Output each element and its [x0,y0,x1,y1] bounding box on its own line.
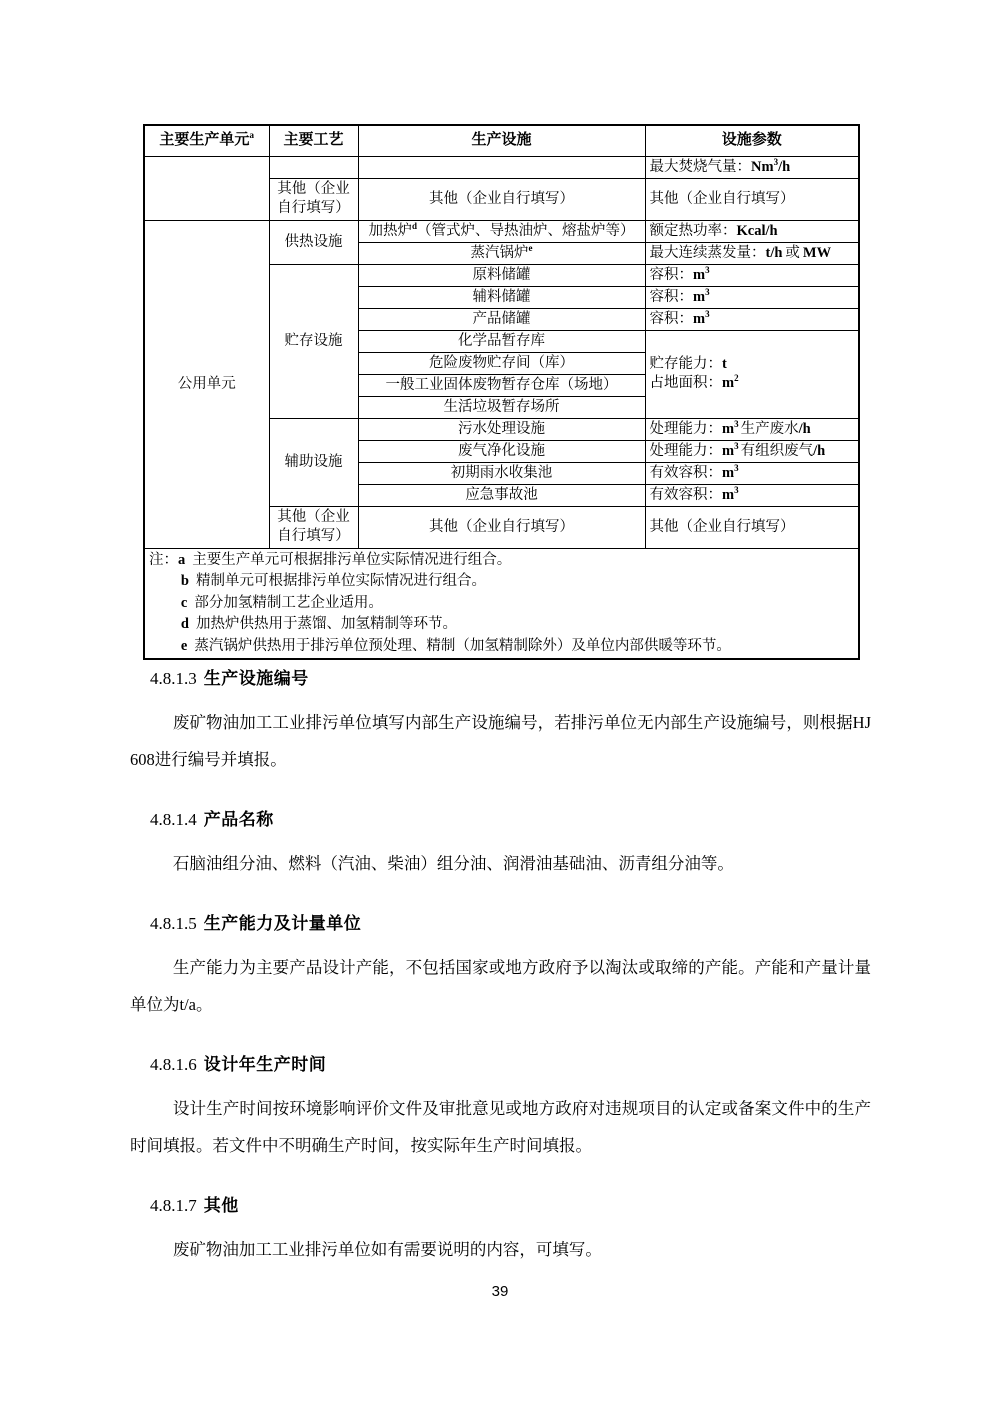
cell-param-burn-gas [645,156,859,178]
param-unit: m [693,288,706,305]
cell-unit-empty [144,156,269,220]
param-unit: m [693,266,706,283]
note-text: 蒸汽锅炉供热用于排污单位预处理、精制（加氢精制除外）及单位内部供暖等环节。 [194,637,731,654]
header-unit-sup: a [249,131,255,142]
facility-sup: d [412,220,417,231]
cell-facility-chem-store: 化学品暂存库 [358,330,645,352]
section-heading-4817 [150,1191,871,1216]
cell-facility-sewage: 污水处理设施 [358,418,645,440]
paragraph: 生产能力为主要产品设计产能，不包括国家或地方政府予以淘汰或取缔的产能。产能和产量计量单位为t/a。 [130,958,871,1014]
cell-facility-hazard-store: 危险废物贮存间（库） [358,352,645,374]
param-label: 处理能力： [649,420,722,437]
param-label: 容积： [649,310,693,327]
col-header-facility: 生产设施 [358,125,645,156]
param-sup: 3 [734,462,739,473]
page-number: 39 [491,1283,509,1300]
paragraph: 石脑油组分油、燃料（汽油、柴油）组分油、润滑油基础油、沥青组分油等。 [172,854,734,873]
cell-facility-other-bottom: 其他（企业自行填写） [358,506,645,548]
section-number: 4.8.1.5 [150,914,197,933]
cell-param-raw-tank [645,264,859,286]
cell-process-other: 其他（企业自行填写） [269,178,358,220]
cell-param-rain-pool [645,462,859,484]
cell-process-heating: 供热设施 [269,220,358,264]
row-burn-gas [144,156,859,178]
param-unit: /h [798,420,811,437]
param-label: 占地面积： [649,375,722,391]
storage-capacity-line [650,355,855,374]
cell-param-other-bottom: 其他（企业自行填写） [645,506,859,548]
note-line-b [181,571,854,593]
cell-unit-public: 公用单元 [144,220,269,548]
paragraph: 废矿物油加工工业排污单位如有需要说明的内容，可填写。 [172,1240,602,1259]
param-unit: t [722,356,727,372]
param-sup: 3 [773,156,779,167]
note-letter: e [180,637,188,654]
cell-param-other: 其他（企业自行填写） [645,178,859,220]
cell-param-sewage [645,418,859,440]
cell-facility-raw-tank: 原料储罐 [358,264,645,286]
param-unit: m [722,464,735,481]
body-text-area [130,648,871,1268]
cell-process-auxiliary: 辅助设施 [269,418,358,506]
note-line-a [149,550,854,572]
cell-facility-rain-pool: 初期雨水收集池 [358,462,645,484]
section-title: 其他 [203,1196,239,1215]
param-label: 有效容积： [649,464,722,481]
param-label: 容积： [649,288,693,305]
note-letter: b [180,573,189,589]
param-unit: m [722,486,735,503]
note-text: 主要生产单元可根据排污单位实际情况进行组合。 [192,551,512,568]
param-label: 有效容积： [649,486,722,503]
section-title: 产品名称 [203,810,274,829]
cell-facility-other: 其他（企业自行填写） [358,178,645,220]
note-text: 部分加氢精制工艺企业适用。 [194,594,383,611]
paragraph: 设计生产时间按环境影响评价文件及审批意见或地方政府对违规项目的认定或备案文件中的生产时间填报。若文件中不明确生产时间，按实际年生产时间填报。 [130,1099,871,1155]
param-label: 额定热功率： [649,222,737,239]
param-unit: /h [778,158,791,175]
note-text: 精制单元可根据排污单位实际情况进行组合。 [195,573,486,589]
cell-facility-heater [358,220,645,242]
paragraph: 废矿物油加工工业排污单位填写内部生产设施编号，若排污单位无内部生产设施编号，则根据HJ 608进行编号并填报。 [130,713,871,769]
note-letter: a [178,551,186,568]
row-heater [144,220,859,242]
param-unit: /h [813,442,826,459]
facility-name-rest: （管式炉、导热油炉、熔盐炉等） [417,222,635,239]
param-unit: Kcal/h [736,222,778,239]
section-heading-4816 [150,1050,871,1075]
cell-process-other-bottom: 其他（企业自行填写） [269,506,358,548]
production-facility-table [143,124,860,660]
cell-facility-solid-store: 一般工业固体废物暂存仓库（场地） [358,374,645,396]
cell-param-heater [645,220,859,242]
param-sup: 3 [734,440,739,451]
section-heading-4814 [150,805,871,830]
param-conjunction: 或 [785,244,800,261]
param-label: 最大连续蒸发量： [649,244,766,261]
param-sup: 2 [734,373,739,384]
cell-param-gas-clean [645,440,859,462]
table-header-row [144,125,859,156]
note-letter: d [180,616,189,632]
param-label: 处理能力： [649,442,722,459]
section-title: 生产设施编号 [203,669,309,688]
param-label: 容积： [649,266,693,283]
section-title: 生产能力及计量单位 [203,914,362,933]
param-unit: m [693,310,706,327]
facility-name: 蒸汽锅炉 [470,244,529,261]
facility-sup: e [528,242,533,253]
row-notes [144,548,859,659]
param-sup: 3 [734,484,739,495]
section-title: 设计年生产时间 [203,1055,327,1074]
cell-facility-gas-clean: 废气净化设施 [358,440,645,462]
col-header-main-unit [144,125,269,156]
storage-area-line [650,374,855,393]
cell-param-aux-tank [645,286,859,308]
cell-facility-trash-store: 生活垃圾暂存场所 [358,396,645,418]
cell-facility-empty [358,156,645,178]
param-sup: 3 [705,308,710,319]
col-header-param: 设施参数 [645,125,859,156]
cell-param-boiler [645,242,859,264]
cell-param-product-tank [645,308,859,330]
param-unit: Nm [751,158,774,175]
param-unit: MW [802,244,832,261]
param-unit: t/h [765,244,783,261]
section-heading-4815 [150,909,871,934]
param-sup: 3 [705,286,710,297]
cell-facility-product-tank: 产品储罐 [358,308,645,330]
param-qualifier: 有组织废气 [740,442,814,459]
param-unit: m [722,420,735,437]
facility-name: 加热炉 [368,222,412,239]
cell-process-empty [269,156,358,178]
param-label: 最大焚烧气量： [649,158,751,175]
cell-facility-accident-pool: 应急事故池 [358,484,645,506]
param-qualifier: 生产废水 [740,420,799,437]
section-number: 4.8.1.6 [150,1055,197,1074]
note-text: 加热炉供热用于蒸馏、加氢精制等环节。 [195,616,457,632]
facility-table-wrapper [143,124,859,660]
section-number: 4.8.1.3 [150,669,197,688]
note-prefix: 注： [149,551,178,568]
note-letter: c [180,594,188,611]
param-sup: 3 [705,264,710,275]
cell-process-storage: 贮存设施 [269,264,358,418]
header-unit-label: 主要生产单元 [159,132,250,149]
cell-param-accident-pool [645,484,859,506]
cell-param-storage-merged [645,330,859,418]
cell-facility-boiler [358,242,645,264]
param-unit: m [722,442,735,459]
param-unit: m [722,375,735,391]
col-header-process: 主要工艺 [269,125,358,156]
section-heading-4813 [150,664,871,689]
note-line-c [181,593,854,615]
table-notes-cell [144,548,859,659]
param-label: 贮存能力： [649,356,722,372]
section-number: 4.8.1.4 [150,810,197,829]
section-number: 4.8.1.7 [150,1196,197,1215]
cell-facility-aux-tank: 辅料储罐 [358,286,645,308]
note-line-d [181,614,854,636]
param-sup: 3 [734,418,739,429]
